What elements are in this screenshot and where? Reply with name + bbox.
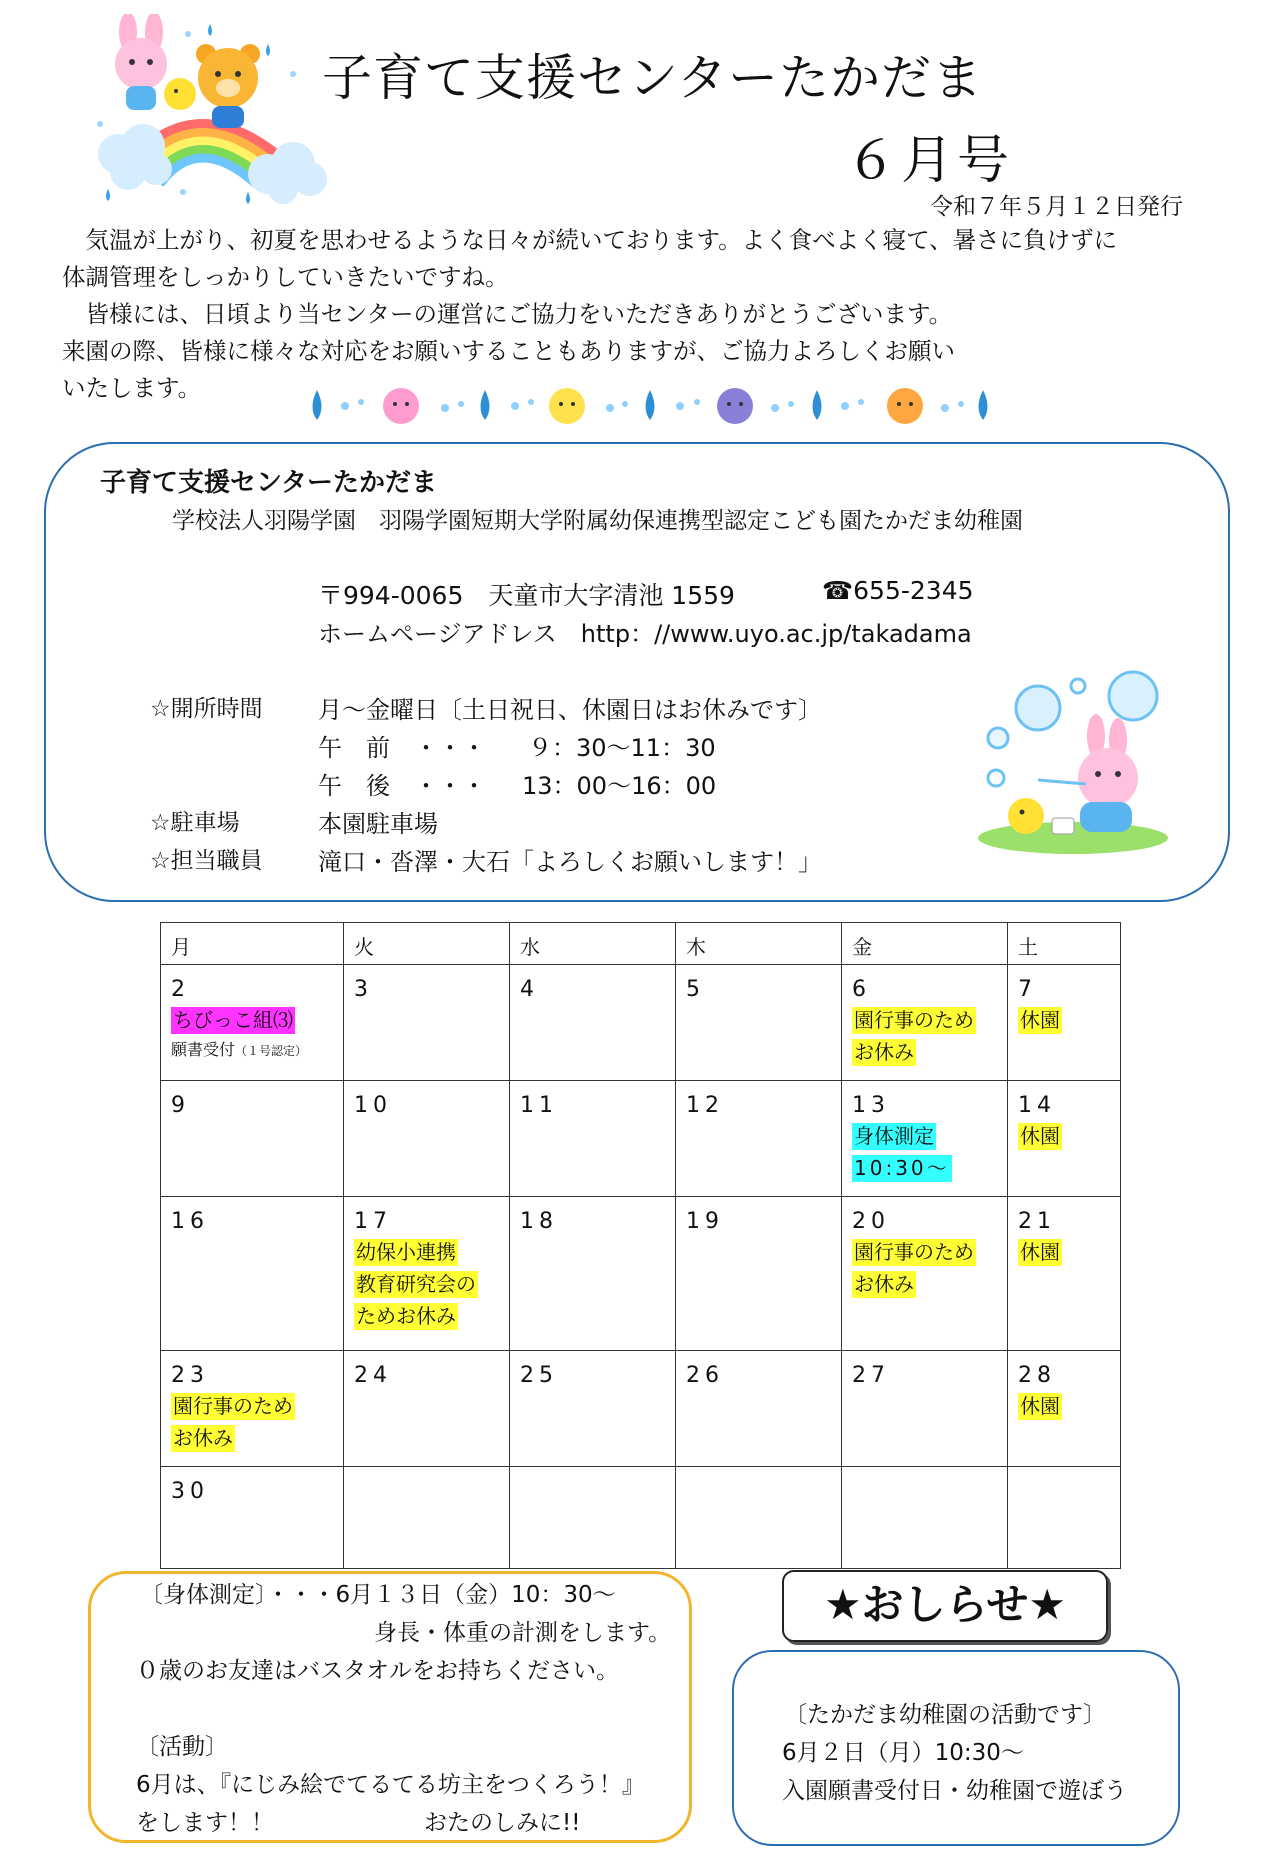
calendar-day-cell xyxy=(842,1351,1008,1467)
calendar-day-cell xyxy=(1008,1197,1121,1351)
activity-line: おたのしみに!! xyxy=(424,1810,581,1836)
calendar-day-cell xyxy=(842,1467,1008,1569)
address: 〒994-0065 天童市大字清池 1559 xyxy=(318,581,735,610)
activity-line: をします！！ xyxy=(136,1810,274,1836)
calendar-day-cell xyxy=(842,965,1008,1081)
calendar-day-cell xyxy=(161,1351,344,1467)
calendar-day-cell xyxy=(510,1197,676,1351)
calendar-day-cell xyxy=(1008,1467,1121,1569)
calendar-day-cell xyxy=(1008,1081,1121,1197)
event-label: 休園 xyxy=(1020,1124,1060,1148)
homepage-address: ホームページアドレス http：//www.uyo.ac.jp/takadama xyxy=(318,620,972,648)
intro-line: 皆様には、日頃より当センターの運営にご協力をいただきありがとうございます。 xyxy=(62,300,953,328)
day-number: 11 xyxy=(520,1093,558,1118)
hours-label: ☆開所時間 xyxy=(150,696,263,722)
event-label: ちびっこ組⑶ xyxy=(173,1008,293,1032)
calendar-header-row xyxy=(161,923,1121,965)
am-label: 午 前 ・・・ xyxy=(318,734,486,762)
day-number: 4 xyxy=(520,977,539,1002)
calendar-week-row xyxy=(161,965,1121,1081)
hours-days: 月～金曜日〔土日祝日、休園日はお休みです〕 xyxy=(318,696,822,724)
day-number: 24 xyxy=(354,1363,392,1388)
calendar-day-cell xyxy=(676,1081,842,1197)
day-number: 12 xyxy=(686,1093,724,1118)
calendar-day-cell xyxy=(161,1467,344,1569)
notice-line: 入園願書受付日・幼稚園で遊ぼう xyxy=(782,1778,1127,1804)
calendar-week-row xyxy=(161,1197,1121,1351)
calendar-week-row xyxy=(161,1081,1121,1197)
day-number: 18 xyxy=(520,1209,558,1234)
calendar-day-cell xyxy=(161,965,344,1081)
calendar-day-cell xyxy=(842,1197,1008,1351)
event-label: ためお休み xyxy=(356,1304,456,1328)
intro-line: いたします。 xyxy=(62,374,202,402)
day-number: 9 xyxy=(171,1093,190,1118)
event-label: 幼保小連携 xyxy=(356,1240,456,1264)
parking-value: 本園駐車場 xyxy=(318,810,438,838)
issue-label: ６月号 xyxy=(845,131,1014,191)
event-note-small: （１号認定） xyxy=(235,1044,308,1058)
weekday-header: 木 xyxy=(676,923,842,965)
calendar-day-cell xyxy=(676,965,842,1081)
weekday-header: 水 xyxy=(510,923,676,965)
intro-text xyxy=(62,222,1202,407)
notice-line: 〔たかだま幼稚園の活動です〕 xyxy=(784,1702,1106,1728)
staff-label: ☆担当職員 xyxy=(150,848,263,874)
event-label: お休み xyxy=(173,1426,233,1450)
weekday-header: 月 xyxy=(161,923,344,965)
calendar-table xyxy=(160,922,1121,1569)
event-label: 休園 xyxy=(1020,1394,1060,1418)
issue-date: 令和７年５月１２日発行 xyxy=(930,194,1183,220)
weekday-header: 金 xyxy=(842,923,1008,965)
decorative-divider xyxy=(305,382,995,430)
calendar-day-cell xyxy=(1008,1351,1121,1467)
intro-line: 体調管理をしっかりしていきたいですね。 xyxy=(62,263,509,291)
event-note xyxy=(171,1040,307,1059)
day-number: 10 xyxy=(354,1093,392,1118)
measurement-line: 身長・体重の計測をします。 xyxy=(374,1620,672,1646)
day-number: 17 xyxy=(354,1209,392,1234)
calendar-day-cell xyxy=(344,1467,510,1569)
day-number: 7 xyxy=(1018,977,1037,1002)
calendar-day-cell xyxy=(510,1351,676,1467)
bunny-bubbles-illustration xyxy=(968,668,1168,858)
measurement-activity-box xyxy=(88,1571,692,1843)
event-label: 休園 xyxy=(1020,1240,1060,1264)
event-label: 園行事のため xyxy=(854,1008,974,1032)
activity-label: 〔活動〕 xyxy=(136,1734,228,1760)
calendar-day-cell xyxy=(344,965,510,1081)
day-number: 28 xyxy=(1018,1363,1056,1388)
am-time: ９：30～11：30 xyxy=(528,734,716,762)
day-number: 25 xyxy=(520,1363,558,1388)
day-number: 13 xyxy=(852,1093,890,1118)
measurement-line: ０歳のお友達はバスタオルをお持ちください。 xyxy=(136,1658,619,1684)
activity-line: 6月は、『にじみ絵でてるてる坊主をつくろう！』 xyxy=(136,1772,645,1798)
calendar-day-cell xyxy=(676,1467,842,1569)
calendar-week-row xyxy=(161,1351,1121,1467)
event-label: お休み xyxy=(854,1040,914,1064)
calendar-day-cell xyxy=(510,965,676,1081)
event-label: お休み xyxy=(854,1272,914,1296)
day-number: 16 xyxy=(171,1209,209,1234)
calendar-day-cell xyxy=(344,1351,510,1467)
intro-line: 気温が上がり、初夏を思わせるような日々が続いております。よく食べよく寝て、暑さに負けずに xyxy=(62,226,1118,254)
telephone: ☎655-2345 xyxy=(822,576,974,605)
calendar-day-cell xyxy=(161,1197,344,1351)
center-name: 子育て支援センターたかだま xyxy=(100,468,437,498)
day-number: 14 xyxy=(1018,1093,1056,1118)
parking-label: ☆駐車場 xyxy=(150,810,240,836)
notice-line: 6月２日（月）10:30～ xyxy=(782,1740,1024,1766)
day-number: 19 xyxy=(686,1209,724,1234)
day-number: 2 xyxy=(171,977,190,1002)
intro-line: 来園の際、皆様に様々な対応をお願いすることもありますが、ご協力よろしくお願い xyxy=(62,337,955,365)
event-label: 10:30～ xyxy=(854,1156,950,1180)
weekday-header: 土 xyxy=(1008,923,1121,965)
event-label: 園行事のため xyxy=(854,1240,974,1264)
event-label: 休園 xyxy=(1020,1008,1060,1032)
day-number: 20 xyxy=(852,1209,890,1234)
calendar-day-cell xyxy=(510,1081,676,1197)
day-number: 30 xyxy=(171,1479,209,1504)
day-number: 6 xyxy=(852,977,871,1002)
day-number: 23 xyxy=(171,1363,209,1388)
staff-value: 滝口・沓澤・大石「よろしくお願いします！」 xyxy=(318,848,822,876)
event-label: 身体測定 xyxy=(854,1124,934,1148)
pm-time: 13：00～16：00 xyxy=(522,772,717,800)
event-label: 園行事のため xyxy=(173,1394,293,1418)
calendar-day-cell xyxy=(1008,965,1121,1081)
measurement-line: 〔身体測定〕・・・6月１３日（金）10：30～ xyxy=(140,1582,616,1608)
day-number: 5 xyxy=(686,977,705,1002)
page-title: 子育て支援センターたかだま xyxy=(322,49,983,107)
event-label: 教育研究会の xyxy=(356,1272,476,1296)
day-number: 3 xyxy=(354,977,373,1002)
organization-name: 学校法人羽陽学園 羽陽学園短期大学附属幼保連携型認定こども園たかだま幼稚園 xyxy=(172,508,1023,534)
calendar-day-cell xyxy=(510,1467,676,1569)
calendar-week-row xyxy=(161,1467,1121,1569)
day-number: 21 xyxy=(1018,1209,1056,1234)
event-note-main: 願書受付 xyxy=(171,1040,236,1059)
calendar-day-cell xyxy=(676,1197,842,1351)
day-number: 26 xyxy=(686,1363,724,1388)
calendar-day-cell xyxy=(161,1081,344,1197)
weekday-header: 火 xyxy=(344,923,510,965)
day-number: 27 xyxy=(852,1363,890,1388)
pm-label: 午 後 ・・・ xyxy=(318,772,486,800)
rainbow-characters-illustration xyxy=(88,14,328,204)
calendar-day-cell xyxy=(842,1081,1008,1197)
notice-title: ★おしらせ★ xyxy=(782,1570,1108,1642)
calendar-day-cell xyxy=(344,1197,510,1351)
calendar-day-cell xyxy=(344,1081,510,1197)
calendar-day-cell xyxy=(676,1351,842,1467)
